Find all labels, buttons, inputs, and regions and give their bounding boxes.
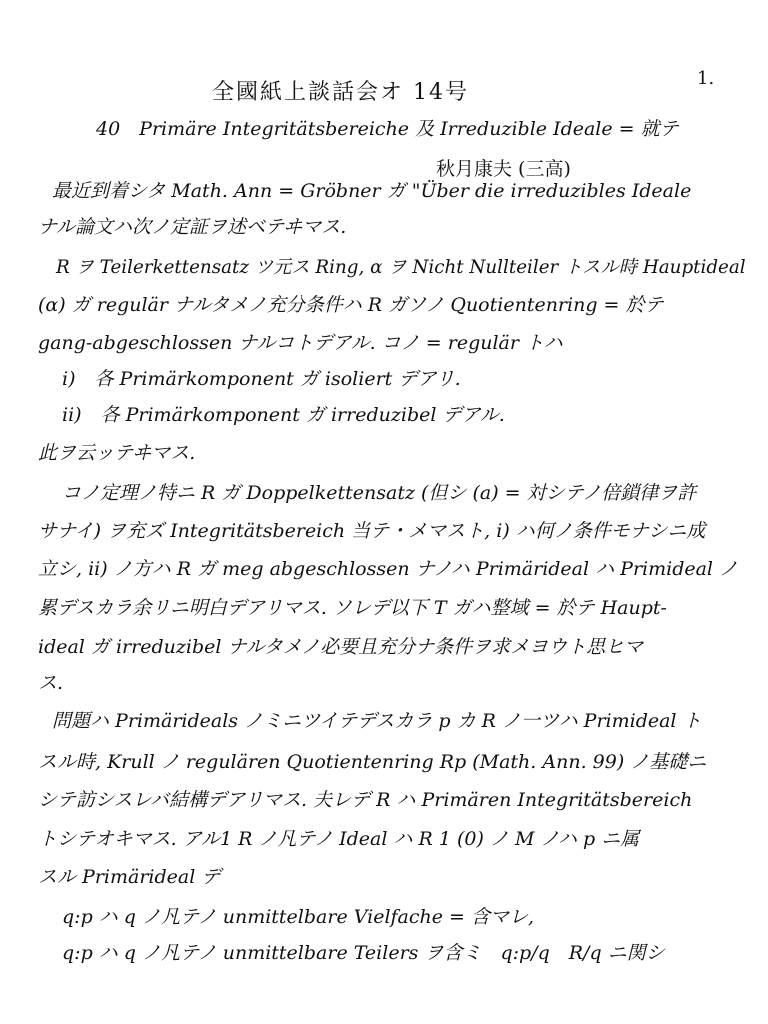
body-line-5: gang-abgeschlossen ナルコトデアル. コノ = regulär トハ [38,332,563,354]
body-line-9: コノ定理ノ特ニ R ガ Doppelkettensatz (但シ (a) = 対シテノ倍鎖律ヲ許 [62,482,697,504]
body-line-11: 立シ, ii) ノ方ハ R ガ meg abgeschlossen ナノハ Primärideal ハ Primideal ノ [38,558,739,580]
body-line-1: 最近到着シタ Math. Ann = Gröbner ガ "Über die irreduzibles Ideale [52,180,692,202]
body-line-13: ideal ガ irreduzibel ナルタメノ必要且充分ナ条件ヲ求メヨウト思ヒマ [38,636,644,658]
body-line-17: シテ訪シスレバ結構デアリマス. 夫レデ R ハ Primären Integritätsbereich [38,789,693,811]
author-line: 秋月康夫 (三高) [436,158,571,180]
body-line-6: i) 各 Primärkomponent ガ isoliert デアリ. [62,368,461,390]
body-line-7: ii) 各 Primärkomponent ガ irreduzibel デアル. [62,404,505,426]
body-line-15: 問題ハ Primärideals ノミニツイテデスカラ p カ R ノ一ツハ Primideal ト [52,710,702,732]
body-line-2: ナル論文ハ次ノ定証ヲ述ベテヰマス. [38,216,347,238]
body-line-12: 累デスカラ余リニ明白デアリマス. ソレデ以下 T ガハ整域 = 於テ Haupt- [38,597,667,619]
body-line-20: q:p ハ q ノ凡テノ unmittelbare Vielfache = 含マレ, [62,906,535,928]
body-line-4: (α) ガ regulär ナルタメノ充分条件ハ R ガソノ Quotientenring = 於テ [38,294,664,316]
body-line-19: スル Primärideal デ [38,866,221,888]
body-line-8: 此ヲ云ッテヰマス. [38,442,196,464]
body-line-16: スル時, Krull ノ regulären Quotientenring Rp (Math. Ann. 99) ノ基礎ニ [38,751,707,773]
document-title: 全國紙上談話会オ 14号 [212,80,469,105]
body-line-3: R ヲ Teilerkettensatz ツ元ス Ring, α ヲ Nicht Nullteiler トスル時 Hauptideal [56,257,746,278]
body-line-18: トシテオキマス. アル1 R ノ凡テノ Ideal ハ R 1 (0) ノ M ノハ p ニ属 [38,828,640,850]
page-number: 1. [697,68,715,89]
body-line-14: ス. [38,672,64,694]
article-heading: 40 Primäre Integritätsbereiche 及 Irreduzible Ideale = 就テ [96,118,679,140]
body-line-21: q:p ハ q ノ凡テノ unmittelbare Teilers ヲ含ミ q:p/q R/q ニ関シ [62,942,665,964]
body-line-10: サナイ) ヲ充ズ Integritätsbereich 当テ・メマスト, i) ハ何ノ条件モナシニ成 [38,520,706,542]
